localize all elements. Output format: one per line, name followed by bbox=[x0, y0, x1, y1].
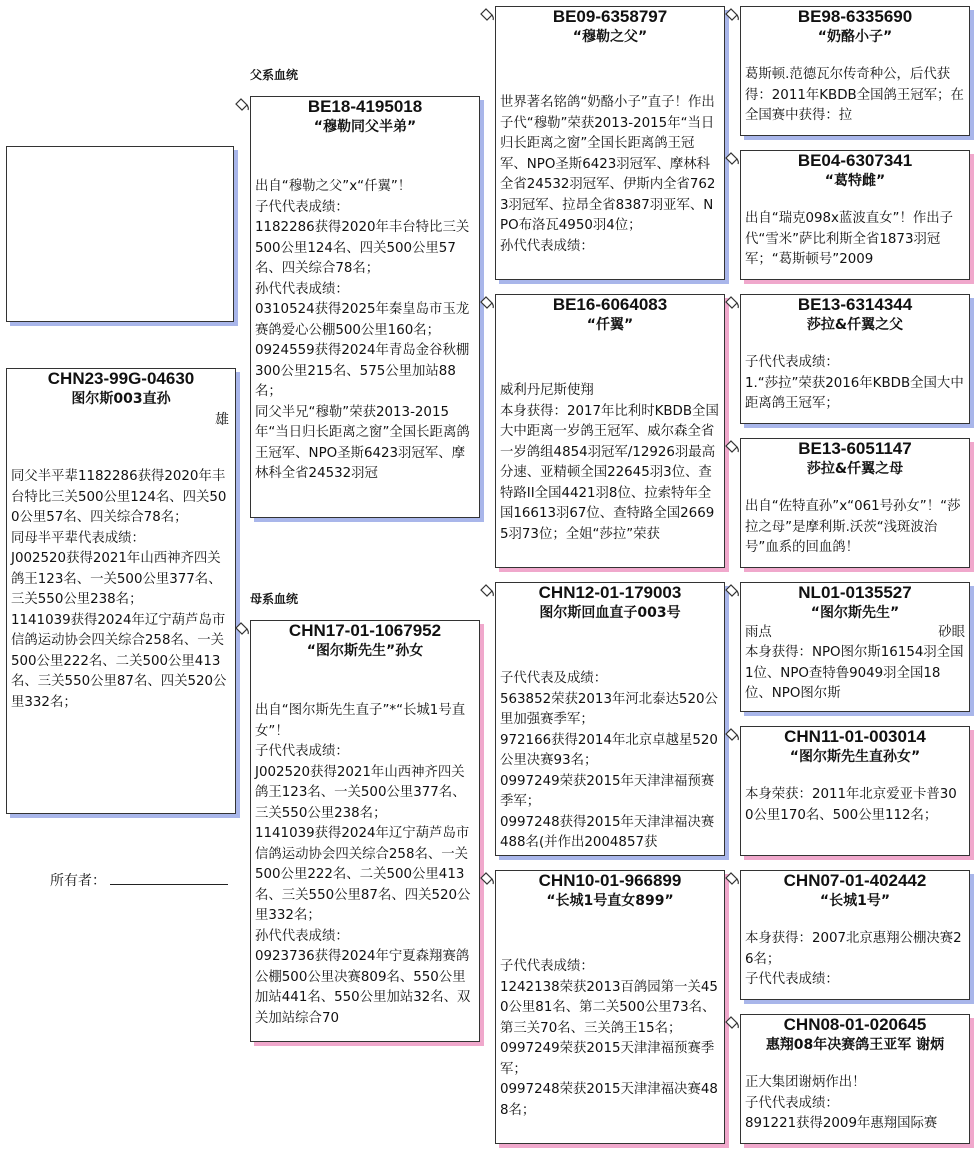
pigeon-name: “奶酪小子” bbox=[817, 29, 893, 45]
pigeon-name: 莎拉&仟翼之父 bbox=[806, 317, 904, 333]
pigeon-description: 本身获得：2007北京惠翔公棚决赛26名； 子代代表成绩： bbox=[745, 931, 962, 987]
pigeon-name: 莎拉&仟翼之母 bbox=[806, 461, 904, 477]
dam-dam-card bbox=[495, 870, 725, 1144]
pigeon-description: 出自“佐特直孙”x“061号孙女”！“莎拉之母”是摩利斯.沃茨“浅斑波治号”血系的回血鸽！ bbox=[745, 499, 961, 555]
ddd-card bbox=[740, 1014, 970, 1144]
sire-line-label: 父系血统 bbox=[250, 68, 299, 82]
pigeon-description: 本身获得：NPO图尔斯16154羽全国1位、NPO查特鲁9049羽全国18位、NPO图尔斯 bbox=[745, 645, 964, 701]
pigeon-description: 子代代表成绩： 1.“莎拉”荣获2016年KBDB全国大中距离鸽王冠军； bbox=[745, 355, 964, 411]
paint-bucket-icon[interactable] bbox=[479, 8, 495, 22]
ring-number: BE09-6358797 bbox=[552, 7, 668, 26]
paint-bucket-icon[interactable] bbox=[724, 8, 740, 22]
sss-card bbox=[740, 6, 970, 136]
ring-number: CHN12-01-179003 bbox=[538, 583, 682, 602]
sire-sire-card bbox=[495, 6, 725, 280]
pigeon-name: “穆勒之父” bbox=[572, 29, 648, 45]
ring-number: BE16-6064083 bbox=[552, 295, 668, 314]
dds-card bbox=[740, 870, 970, 1000]
paint-bucket-icon[interactable] bbox=[724, 872, 740, 886]
paint-bucket-icon[interactable] bbox=[234, 98, 250, 112]
paint-bucket-icon[interactable] bbox=[479, 296, 495, 310]
paint-bucket-icon[interactable] bbox=[724, 584, 740, 598]
sire-card bbox=[250, 96, 480, 518]
sdd-card bbox=[740, 438, 970, 568]
pigeon-description: 出自“图尔斯先生直子”*“长城1号直女”！ 子代代表成绩： J002520获得2021年山西神齐四关鸽王123名、一关500公里377名、三关550公里238名； 1141039获得2024年辽宁葫芦岛市信鸽运动协会四关综合258名、一关500公里222名、二关500公里413名、三关550公里87名、四关520公里332名； 孙代代表成绩： 0923736获得2024年宁夏森翔赛鸽公棚500公里决赛809名、550公里加站441名、550公里加站32名、双关加站综合70 bbox=[255, 703, 471, 1026]
ring-number: CHN17-01-1067952 bbox=[288, 621, 442, 640]
pigeon-description: 子代代表及成绩： 563852荣获2013年河北泰达520公里加强赛季军； 972166获得2014年北京卓越星520公里决赛93名； 0997249荣获2015年天津津福预赛季军； 0997248获得2015年天津津福决赛488名(并作出2004857获 bbox=[500, 671, 718, 850]
pigeon-description: 正大集团谢炳作出！ 子代代表成绩： 891221获得2009年惠翔国际赛 bbox=[745, 1075, 938, 1131]
owner-field bbox=[50, 870, 228, 890]
paint-bucket-icon[interactable] bbox=[724, 1016, 740, 1030]
pigeon-name: “穆勒同父半弟” bbox=[313, 119, 417, 135]
pigeon-photo-frame bbox=[6, 146, 234, 322]
ring-number: CHN08-01-020645 bbox=[783, 1015, 927, 1034]
dam-sire-card bbox=[495, 582, 725, 856]
pigeon-name: “仟翼” bbox=[586, 317, 634, 333]
pigeon-name: “图尔斯先生”孙女 bbox=[306, 643, 424, 659]
dsd-card bbox=[740, 726, 970, 856]
dss-card bbox=[740, 582, 970, 712]
pigeon-name: “长城1号” bbox=[819, 893, 891, 909]
ring-number: NL01-0135527 bbox=[798, 583, 912, 602]
pigeon-name: “图尔斯先生直孙女” bbox=[789, 749, 921, 765]
owner-label: 所有者： bbox=[50, 873, 106, 889]
ring-number: BE18-4195018 bbox=[307, 97, 423, 116]
dam-line-label: 母系血统 bbox=[250, 592, 299, 606]
pigeon-description: 出自“穆勒之父”x“仟翼”！ 子代代表成绩： 1182286获得2020年丰台特比三关500公里124名、四关500公里57名、四关综合78名； 孙代代表成绩： 0310524获得2025年秦皇岛市玉龙赛鸽爱心公棚500公里160名； 0924559获得2024年青岛金谷秋棚300公里215名、575公里加站88名； 同父半兄“穆勒”荣获2013-2015年“当日归长距离之窗”全国长距离鸽王冠军、NPO圣斯6423羽冠军、摩林科全省24532羽冠 bbox=[255, 179, 470, 481]
paint-bucket-icon[interactable] bbox=[724, 152, 740, 166]
pigeon-description: 威利丹尼斯使翔 本身获得：2017年比利时KBDB全国大中距离一岁鸽王冠军、威尔森全省一岁鸽组4854羽冠军/12926羽最高分速、亚精顿全国22645羽3位、查特路II全国4421羽8位、拉索特年全国16613羽67位、查特路全国26695羽73位；全姐“莎拉”荣获 bbox=[500, 383, 719, 542]
pigeon-description: 子代代表成绩： 1242138荣获2013百鸽园第一关450公里81名、第二关500公里73名、第三关70名、三关鸽王15名； 0997249荣获2015天津津福预赛季军； 0997248荣获2015天津津福决赛488名； bbox=[500, 959, 718, 1118]
pigeon-name: 图尔斯回血直子003号 bbox=[539, 605, 681, 621]
ring-number: BE13-6051147 bbox=[798, 439, 912, 458]
sds-card bbox=[740, 294, 970, 424]
pigeon-name: “葛特雌” bbox=[824, 173, 886, 189]
pigeon-sex: 雄 bbox=[215, 412, 229, 428]
pigeon-description: 同父半平辈1182286获得2020年丰台特比三关500公里124名、四关500公里57名、四关综合78名； 同母半平辈代表成绩： J002520获得2021年山西神齐四关鸽王123名、一关500公里377名、三关550公里238名； 1141039获得2024年辽宁葫芦岛市信鸽运动协会四关综合258名、一关500公里222名、二关500公里413名、三关550公里87名、四关520公里332名； bbox=[11, 469, 227, 710]
ring-number: CHN11-01-003014 bbox=[784, 727, 926, 746]
pigeon-description: 葛斯顿.范德瓦尔传奇种公，后代获得：2011年KBDB全国鸽王冠军；在全国赛中获得：拉 bbox=[745, 67, 964, 123]
pigeon-description: 出自“瑞克098x蓝波直女”！作出子代“雪米”萨比利斯全省1873羽冠军；“葛斯顿号”2009 bbox=[745, 211, 954, 267]
pigeon-name: 惠翔08年决赛鸽王亚军 谢炳 bbox=[765, 1037, 945, 1053]
paint-bucket-icon[interactable] bbox=[234, 622, 250, 636]
pigeon-description: 本身荣获：2011年北京爱亚卡普300公里170名、500公里112名； bbox=[745, 787, 957, 823]
pigeon-color: 雨点 bbox=[745, 625, 772, 640]
ring-number: BE13-6314344 bbox=[797, 295, 913, 314]
ssd-card bbox=[740, 150, 970, 280]
sire-dam-card bbox=[495, 294, 725, 568]
paint-bucket-icon[interactable] bbox=[724, 728, 740, 742]
pigeon-name: 图尔斯003直孙 bbox=[71, 391, 171, 407]
ring-number: CHN10-01-966899 bbox=[538, 871, 682, 890]
paint-bucket-icon[interactable] bbox=[724, 440, 740, 454]
pigeon-name: “长城1号直女899” bbox=[546, 893, 674, 909]
pigeon-eye: 砂眼 bbox=[938, 625, 965, 640]
pigeon-name: “图尔斯先生” bbox=[810, 605, 900, 621]
paint-bucket-icon[interactable] bbox=[724, 296, 740, 310]
ring-number: CHN23-99G-04630 bbox=[47, 369, 195, 388]
pigeon-description: 世界著名铭鸽“奶酪小子”直子！作出子代“穆勒”荣获2013-2015年“当日归长距离之窗”全国长距离鸽王冠军、NPO圣斯6423羽冠军、摩林科全省24532羽冠军、伊斯内全省7623羽冠军、拉昂全省8387羽亚军、NPO布洛瓦4950羽4位； 孙代代表成绩： bbox=[500, 95, 716, 254]
color-eye-row bbox=[741, 623, 969, 643]
subject-card bbox=[6, 368, 236, 814]
ring-number: CHN07-01-402442 bbox=[783, 871, 927, 890]
owner-line[interactable] bbox=[110, 870, 228, 885]
dam-card bbox=[250, 620, 480, 1042]
ring-number: BE04-6307341 bbox=[797, 151, 913, 170]
paint-bucket-icon[interactable] bbox=[479, 872, 495, 886]
ring-number: BE98-6335690 bbox=[797, 7, 913, 26]
paint-bucket-icon[interactable] bbox=[479, 584, 495, 598]
